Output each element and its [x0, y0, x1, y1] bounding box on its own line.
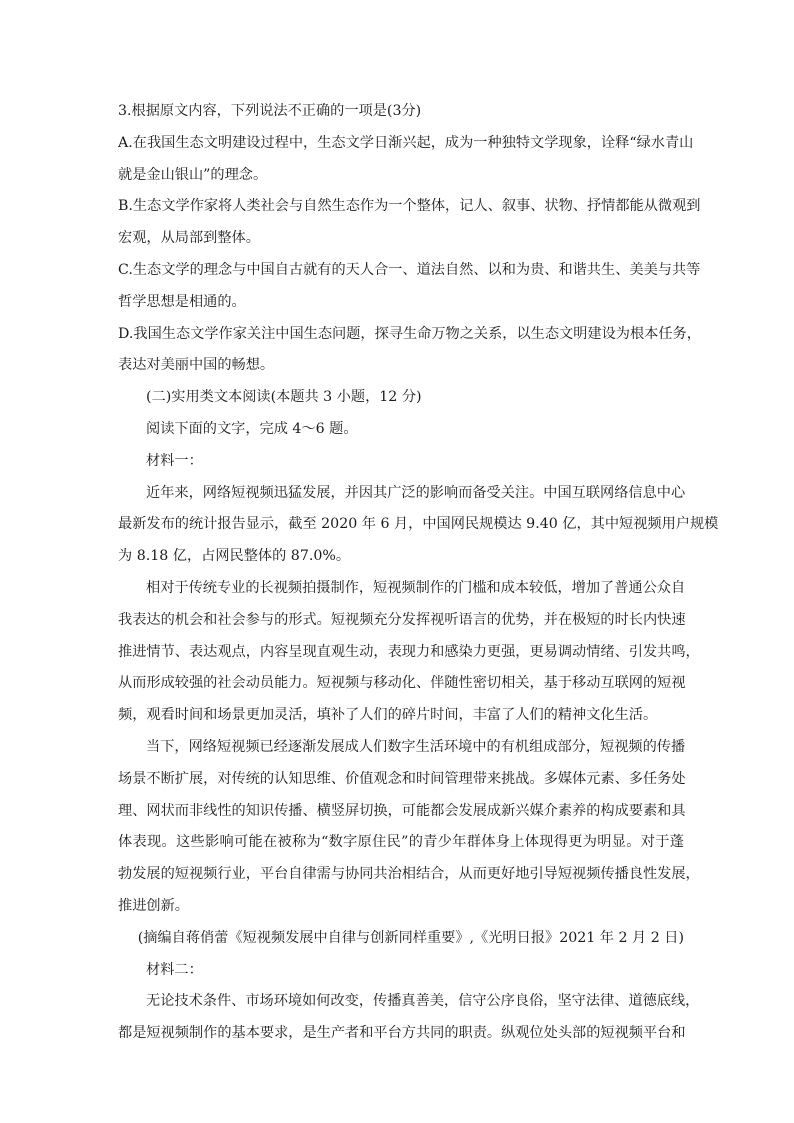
section-2-heading: (二)实用类文本阅读(本题共 3 小题，12 分) [146, 389, 422, 406]
material-2-para-1-line-2: 都是短视频制作的基本要求，是生产者和平台方共同的职责。纵观位处头部的短视频平台和 [118, 1025, 686, 1042]
material-1-para-2-line-3: 推进情节、表达观点，内容呈现直观生动，表现力和感染力更强，更易调动情绪、引发共鸣， [118, 643, 700, 660]
option-a-line-1: A.在我国生态文明建设过程中，生态文学日渐兴起，成为一种独特文学现象，诠释“绿水青山 [118, 134, 694, 151]
material-1-para-2-line-4: 从而形成较强的社会动员能力。短视频与移动化、伴随性密切相关，基于移动互联网的短视 [118, 675, 686, 692]
material-1-para-3-line-3: 理、网状而非线性的知识传播、横竖屏切换，可能都会发展成新兴媒介素养的构成要素和具 [118, 802, 686, 819]
material-1-para-3-line-5: 勃发展的短视频行业，平台自律需与协同共治相结合，从而更好地引导短视频传播良性发展， [118, 866, 700, 883]
material-1-para-2-line-2: 我表达的机会和社会参与的形式。短视频充分发挥视听语言的优势，并在极短的时长内快速 [118, 611, 686, 628]
material-1-para-1-line-3: 为 8.18 亿，占网民整体的 87.0%。 [118, 548, 351, 565]
material-1-para-1-line-2: 最新发布的统计报告显示，截至 2020 年 6 月，中国网民规模达 9.40 亿，其中短视频用户规模 [118, 516, 719, 533]
option-c-line-2: 哲学思想是相通的。 [118, 293, 246, 310]
material-1-para-1-line-1: 近年来，网络短视频迅猛发展，并因其广泛的影响而备受关注。中国互联网络信息中心 [146, 484, 686, 501]
document-body [118, 96, 719, 1050]
material-1-para-2-line-5: 频，观看时间和场景更加灵活，填补了人们的碎片时间，丰富了人们的精神文化生活。 [118, 707, 658, 724]
option-b-line-2: 宏观，从局部到整体。 [118, 230, 260, 247]
material-1-para-2-line-1: 相对于传统专业的长视频拍摄制作，短视频制作的门槛和成本较低，增加了普通公众自 [146, 579, 686, 596]
section-2-instruction: 阅读下面的文字，完成 4～6 题。 [146, 420, 358, 437]
material-1-para-3-line-4: 体表现。这些影响可能在被称为“数字原住民”的青少年群体身上体现得更为明显。对于蓬 [118, 834, 684, 851]
option-b-line-1: B.生态文学作家将人类社会与自然生态作为一个整体，记人、叙事、状物、抒情都能从微观到 [118, 198, 701, 215]
material-1-label: 材料一： [146, 452, 203, 469]
option-d-line-1: D.我国生态文学作家关注中国生态问题，探寻生命万物之关系，以生态文明建设为根本任务， [118, 325, 701, 342]
material-1-para-3-line-2: 场景不断扩展，对传统的认知思维、价值观念和时间管理带来挑战。多媒体元素、多任务处 [118, 770, 686, 787]
question-3-stem: 3.根据原文内容，下列说法不正确的一项是(3分) [118, 103, 422, 119]
material-1-para-3-line-6: 推进创新。 [118, 897, 189, 914]
option-a-line-2: 就是金山银山”的理念。 [118, 166, 268, 183]
material-2-para-1-line-1: 无论技术条件、市场环境如何改变，传播真善美，信守公序良俗，坚守法律、道德底线， [146, 993, 700, 1010]
option-c-line-1: C.生态文学的理念与中国自古就有的天人合一、道法自然、以和为贵、和谐共生、美美与共等 [118, 261, 701, 278]
option-d-line-2: 表达对美丽中国的畅想。 [118, 357, 275, 374]
material-1-para-3-line-1: 当下，网络短视频已经逐渐发展成人们数字生活环境中的有机组成部分，短视频的传播 [146, 738, 686, 755]
material-1-source: (摘编自蒋俏蕾《短视频发展中自律与创新同样重要》,《光明日报》2021 年 2 月 2 日) [137, 929, 684, 946]
material-2-label: 材料二： [146, 961, 203, 978]
